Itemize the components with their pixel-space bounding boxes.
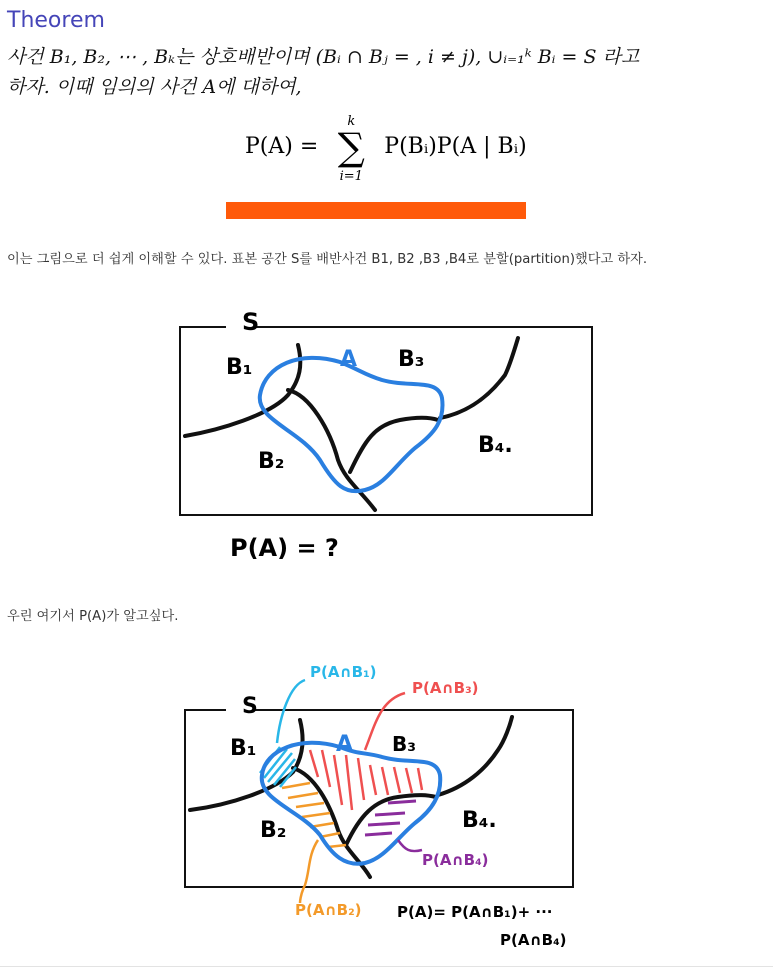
annotated-partition-diagram — [160, 655, 620, 955]
label-b2: B₂ — [258, 449, 285, 474]
theorem-statement-line2: 하자. 이때 임의의 사건 A에 대하여, — [7, 76, 302, 98]
label-p-a-b1: P(A∩B₁) — [310, 663, 377, 681]
label-b1: B₁ — [230, 736, 257, 761]
label-s: S — [242, 308, 260, 336]
paragraph-goal: 우린 여기서 P(A)가 알고싶다. — [7, 609, 179, 624]
label-b4: B₄. — [462, 808, 497, 833]
partition-diagram — [160, 300, 600, 585]
label-b3: B₃ — [398, 347, 425, 372]
summation — [327, 114, 375, 184]
sum-equation-line1: P(A)= P(A∩B₁)+ ··· — [397, 903, 553, 921]
theorem-statement-line1: 사건 B₁, B₂, ⋯ , Bₖ는 상호배반이며 (Bᵢ ∩ Bⱼ = , i ≠ j), ∪ᵢ₌₁ᵏ Bᵢ = S 라고 — [7, 46, 640, 68]
label-p-a-b2: P(A∩B₂) — [295, 901, 362, 919]
sum-equation-line2: P(A∩B₄) — [500, 931, 567, 949]
formula-right: P(Bᵢ)P(A | Bᵢ) — [384, 134, 527, 159]
label-b1: B₁ — [226, 355, 253, 380]
label-b4: B₄. — [478, 433, 513, 458]
paragraph-partition: 이는 그림으로 더 쉽게 이해할 수 있다. 표본 공간 S를 배반사건 B1, B2 ,B3 ,B4로 분할(partition)했다고 하자. — [7, 252, 648, 267]
label-p-a-b4: P(A∩B₄) — [422, 851, 489, 869]
label-a: A — [336, 732, 354, 757]
question-p-a: P(A) = ? — [230, 534, 339, 562]
bottom-divider — [0, 966, 773, 967]
sum-lower-limit: i=1 — [339, 169, 363, 184]
formula-left: P(A) = — [245, 134, 319, 159]
theorem-title: Theorem — [7, 8, 105, 33]
sigma-symbol: ∑ — [337, 125, 365, 169]
sum-upper-limit: k — [347, 114, 356, 129]
label-s: S — [242, 694, 258, 719]
label-a: A — [340, 347, 358, 372]
hatch-a-b2 — [282, 783, 346, 847]
label-b2: B₂ — [260, 818, 287, 843]
label-b3: B₃ — [392, 732, 417, 756]
total-probability-formula — [245, 114, 527, 184]
label-p-a-b3: P(A∩B₃) — [412, 679, 479, 697]
highlight-bar — [226, 202, 526, 219]
